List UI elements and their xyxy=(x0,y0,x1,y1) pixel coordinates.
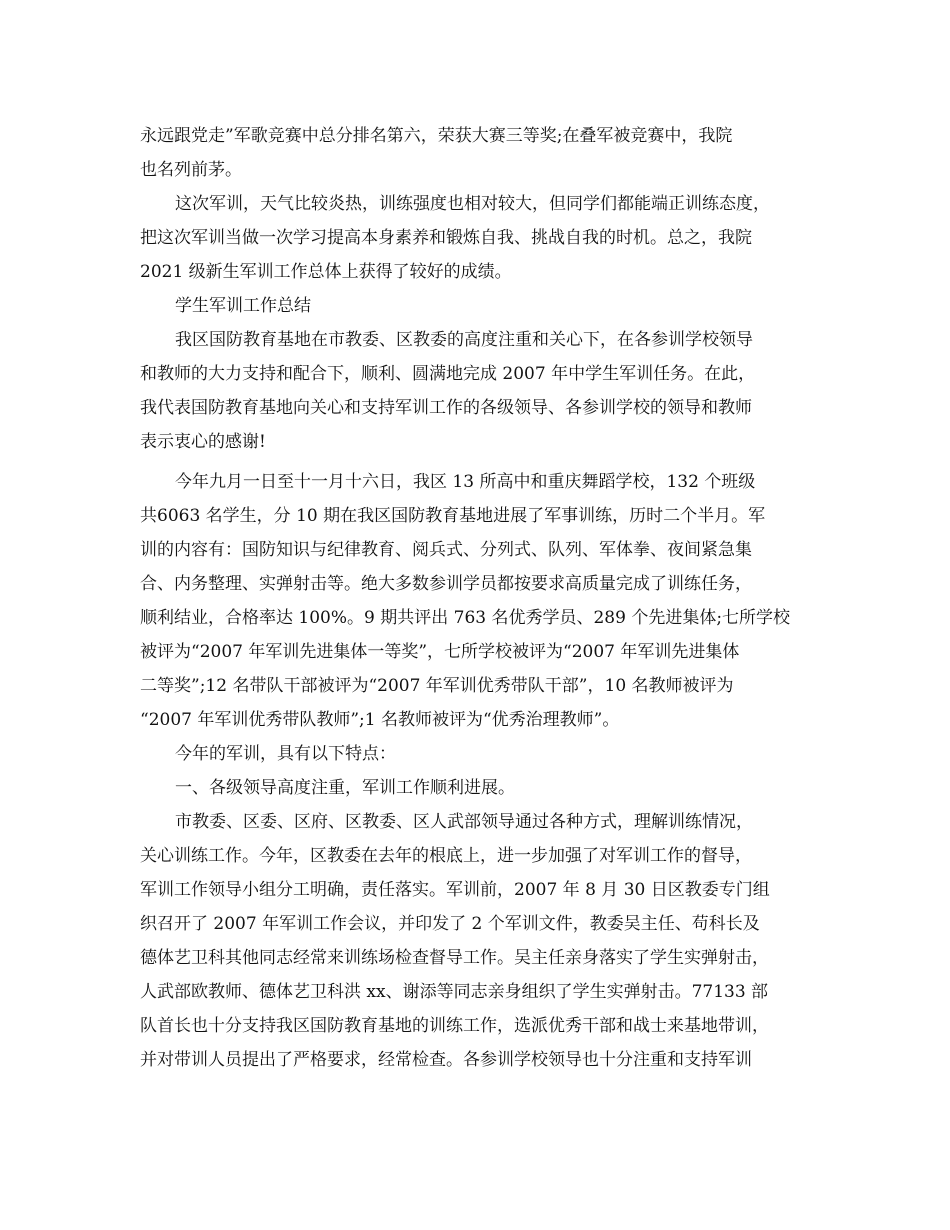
text-line: “2007 年军训优秀带队教师”;1 名教师被评为“优秀治理教师”。 xyxy=(140,710,620,730)
text-line: 训的内容有：国防知识与纪律教育、阅兵式、分列式、队列、军体拳、夜间紧急集 xyxy=(140,540,752,560)
text-line: 人武部欧教师、德体艺卫科洪 xx、谢添等同志亲身组织了学生实弹射击。77133 部 xyxy=(140,982,769,1002)
text-line: 这次军训，天气比较炎热，训练强度也相对较大，但同学们都能端正训练态度， xyxy=(175,194,770,214)
text-line: 和教师的大力支持和配合下，顺利、圆满地完成 2007 年中学生军训任务。在此， xyxy=(140,364,756,384)
text-line: 永远跟党走”军歌竞赛中总分排名第六，荣获大赛三等奖;在叠军被竞赛中，我院 xyxy=(140,126,733,146)
text-line: 表示衷心的感谢! xyxy=(140,432,266,452)
text-line: 我区国防教育基地在市教委、区教委的高度注重和关心下，在各参训学校领导 xyxy=(175,330,753,350)
text-line: 我代表国防教育基地向关心和支持军训工作的各级领导、各参训学校的领导和教师 xyxy=(140,398,752,418)
text-line: 二等奖”;12 名带队干部被评为“2007 年军训优秀带队干部”，10 名教师被评为 xyxy=(140,676,734,696)
text-line: 今年九月一日至十一月十六日，我区 13 所高中和重庆舞蹈学校，132 个班级 xyxy=(175,472,756,492)
section-heading: 学生军训工作总结 xyxy=(175,296,311,316)
text-line: 市教委、区委、区府、区教委、区人武部领导通过各种方式，理解训练情况， xyxy=(175,812,753,832)
text-line: 把这次军训当做一次学习提高本身素养和锻炼自我、挑战自我的时机。总之，我院 xyxy=(140,228,752,248)
text-line: 合、内务整理、实弹射击等。绝大多数参训学员都按要求高质量完成了训练任务， xyxy=(140,574,752,594)
text-line: 并对带训人员提出了严格要求，经常检查。各参训学校领导也十分注重和支持军训 xyxy=(140,1050,752,1070)
text-line: 被评为“2007 年军训先进集体一等奖”，七所学校被评为“2007 年军训先进集体 xyxy=(140,642,740,662)
text-line: 织召开了 2007 年军训工作会议，并印发了 2 个军训文件，教委吴主任、苟科长及 xyxy=(140,914,760,934)
text-line: 队首长也十分支持我区国防教育基地的训练工作，选派优秀干部和战士来基地带训， xyxy=(140,1016,769,1036)
text-line: 顺利结业，合格率达 100%。9 期共评出 763 名优秀学员、289 个先进集体;七所学校 xyxy=(140,608,791,628)
text-line: 关心训练工作。今年，区教委在去年的根底上，进一步加强了对军训工作的督导， xyxy=(140,846,752,866)
text-line: 军训工作领导小组分工明确，责任落实。军训前，2007 年 8 月 30 日区教委专门组 xyxy=(140,880,770,900)
text-line: 今年的军训，具有以下特点： xyxy=(175,744,396,764)
text-line: 德体艺卫科其他同志经常来训练场检查督导工作。吴主任亲身落实了学生实弹射击， xyxy=(140,948,769,968)
section-heading: 一、各级领导高度注重，军训工作顺利进展。 xyxy=(175,778,515,798)
text-line: 2021 级新生军训工作总体上获得了较好的成绩。 xyxy=(140,262,512,282)
text-line: 共6063 名学生，分 10 期在我区国防教育基地进展了军事训练，历时二个半月。军 xyxy=(140,506,766,526)
text-line: 也名列前茅。 xyxy=(140,160,242,180)
